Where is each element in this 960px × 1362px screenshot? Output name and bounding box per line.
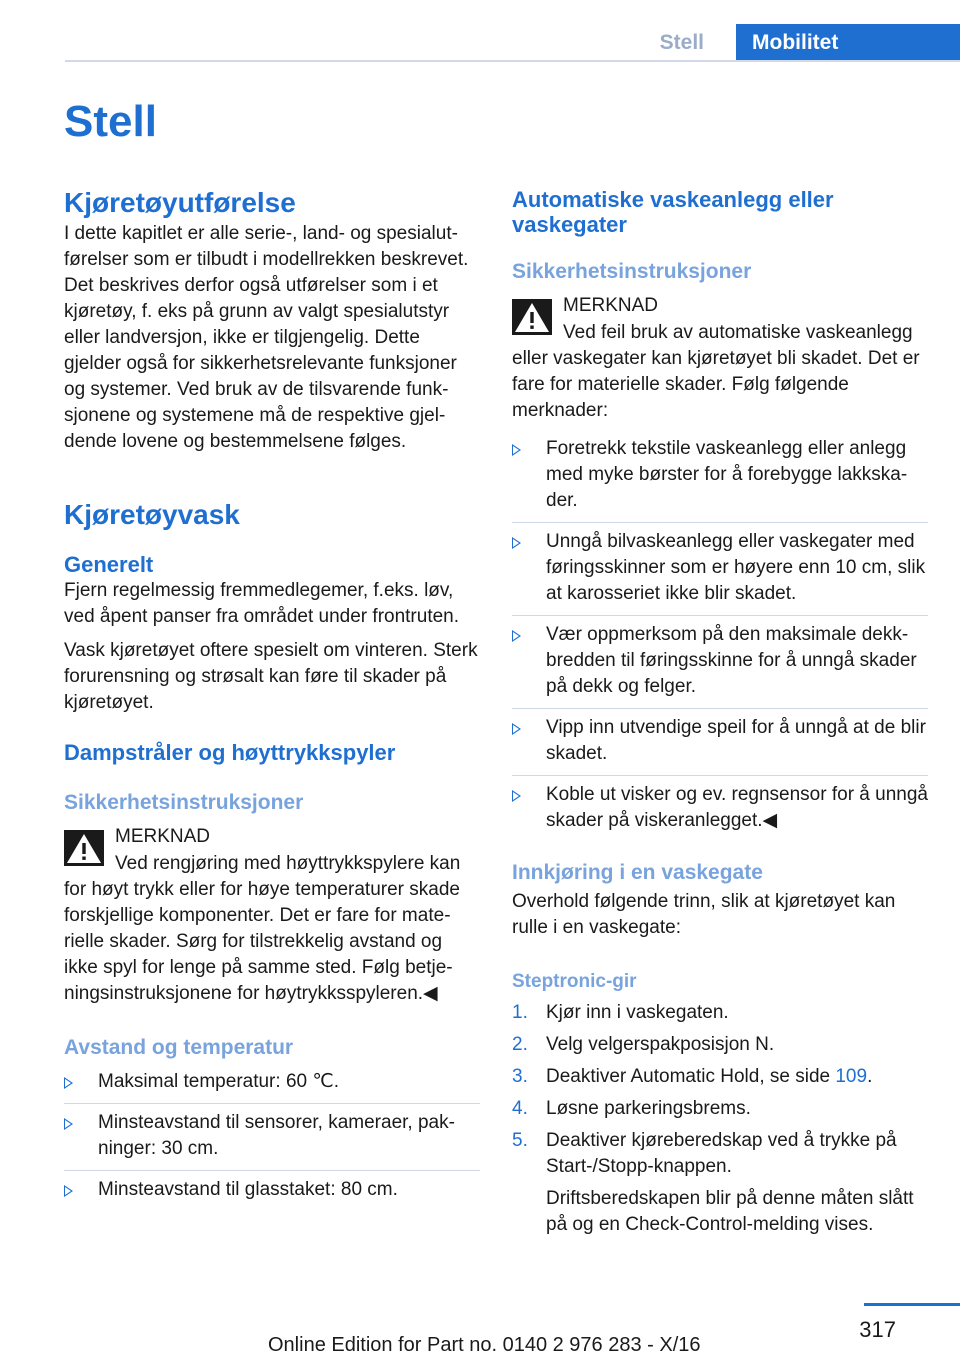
step-text: Velg velgerspakposisjon N.	[546, 1034, 775, 1055]
list-item	[64, 1110, 480, 1162]
list-item	[512, 529, 928, 607]
step-subtext: Driftsberedskapen blir på denne måten slått på og en Check-Control-melding vises.	[546, 1188, 914, 1235]
heading-avstand: Avstand og temperatur	[64, 1036, 294, 1059]
bullet-triangle-icon	[512, 444, 521, 456]
step-item	[512, 1064, 928, 1090]
avstand-list	[64, 1069, 480, 1203]
heading-kjoretoyutforelse: Kjøretøyutførelse	[64, 187, 296, 218]
step-text: Deaktiver kjøreberedskap ved å trykke på Start-/Stopp-knappen.	[546, 1130, 897, 1177]
list-item	[512, 715, 928, 767]
warning-triangle-icon	[64, 830, 104, 866]
notice-first-line: Ved rengjøring med høyttrykkspylere kan	[115, 853, 461, 874]
step-item	[512, 1128, 928, 1238]
bullet-triangle-icon	[512, 790, 521, 802]
list-item-text: Foretrekk tekstile vaskeanlegg eller anlegg med myke børster for å forebygge lakkskader.	[546, 438, 908, 511]
page-title: Stell	[64, 97, 157, 146]
heading-generelt: Generelt	[64, 552, 154, 577]
steps-list	[512, 1000, 928, 1238]
notice-text: for høyt trykk eller for høye temperaturer skade forskjellige komponenter. Det er fare for materielle skader. Sørg for tilstrekkelig avstand og ikke spyl for lenge på samme sted. Følg betjeningsinstruksjonene for høytrykksspyleren.◀	[64, 879, 460, 1004]
heading-dampstraler: Dampstråler og høyttrykkspyler	[64, 740, 396, 765]
warning-triangle-icon	[512, 299, 552, 335]
bullet-triangle-icon	[64, 1185, 73, 1197]
heading-steptronic: Steptronic-gir	[512, 971, 637, 992]
step-number: 5.	[512, 1130, 528, 1151]
page-number: 317	[859, 1317, 896, 1342]
step-number: 1.	[512, 1002, 528, 1023]
list-item-text: Unngå bilvaskeanlegg eller vaskegater med føringsskinner som er høyere enn 10 cm, slik at karosseriet ikke blir skadet.	[546, 531, 926, 604]
list-item	[512, 436, 928, 514]
list-item-text: Minsteavstand til sensorer, kameraer, pakninger: 30 cm.	[98, 1112, 455, 1159]
heading-automatiske-vaskeanlegg: Automatiske vaskeanlegg eller vaskegater	[512, 187, 834, 237]
notice-first-line: Ved feil bruk av automatiske vaskeanlegg	[563, 322, 913, 343]
heading-sikkerhetsinstruksjoner: Sikkerhetsinstruksjoner	[64, 791, 304, 814]
list-item-text: Vipp inn utvendige speil for å unngå at de blir skadet.	[546, 717, 926, 764]
vaskeanlegg-list	[512, 436, 928, 834]
bullet-triangle-icon	[64, 1118, 73, 1130]
tab-stell[interactable]: Stell	[659, 31, 704, 54]
right-column	[512, 180, 928, 1238]
list-item-text: Minsteavstand til glasstaket: 80 cm.	[98, 1179, 398, 1200]
list-item-text: Vær oppmerksom på den maksimale dekkbredden til føringsskinne for å unngå skader på dekk og felger.	[546, 624, 917, 697]
list-divider	[512, 775, 928, 776]
list-item-text: Koble ut visker og ev. regnsensor for å unngå skader på viskeranlegget.◀	[546, 784, 928, 831]
tab-mobilitet[interactable]: Mobilitet	[736, 24, 960, 62]
left-column	[64, 180, 480, 1203]
step-item	[512, 1032, 928, 1058]
page-link[interactable]: 109	[835, 1066, 868, 1087]
heading-sikkerhetsinstruksjoner-right: Sikkerhetsinstruksjoner	[512, 260, 752, 283]
header-bar	[65, 0, 960, 62]
heading-kjoretoyvask: Kjøretøyvask	[64, 499, 240, 530]
list-divider	[512, 522, 928, 523]
paragraph-generelt-2: Vask kjøretøyet oftere spesielt om vinteren. Sterk forurensning og strøsalt kan føre til skader på kjøretøyet.	[64, 640, 478, 713]
list-divider	[512, 708, 928, 709]
list-divider	[64, 1103, 480, 1104]
list-item	[64, 1177, 480, 1203]
edition-line: Online Edition for Part no. 0140 2 976 283 - X/16	[268, 1334, 701, 1356]
notice-text: eller vaskegater kan kjøretøyet bli skadet. Det er fare for materielle skader. Følg følgende merknader:	[512, 348, 920, 421]
step-text: Løsne parkeringsbrems.	[546, 1098, 751, 1119]
bullet-triangle-icon	[512, 630, 521, 642]
step-item	[512, 1000, 928, 1026]
warning-notice-right	[512, 293, 928, 346]
header-rule	[65, 60, 960, 62]
list-item	[64, 1069, 480, 1095]
list-item	[512, 622, 928, 700]
list-divider	[64, 1170, 480, 1171]
list-divider	[512, 615, 928, 616]
notice-label: MERKNAD	[563, 295, 659, 316]
step-number: 3.	[512, 1066, 528, 1087]
paragraph-innkjoring: Overhold følgende trinn, slik at kjøretøyet kan rulle i en vaskegate:	[512, 891, 896, 938]
step-text: Deaktiver Automatic Hold, se side	[546, 1066, 836, 1087]
step-text: Kjør inn i vaskegaten.	[546, 1002, 729, 1023]
list-item-text: Maksimal temperatur: 60 ℃.	[98, 1071, 339, 1092]
list-item	[512, 782, 928, 834]
footer-rule	[864, 1303, 960, 1306]
step-number: 2.	[512, 1034, 528, 1055]
paragraph-generelt-1: Fjern regelmessig fremmedlegemer, f.eks. løv, ved åpent panser fra området under frontruten.	[64, 580, 460, 627]
warning-notice	[64, 824, 480, 877]
step-item	[512, 1096, 928, 1122]
step-text-end: .	[867, 1066, 873, 1087]
step-number: 4.	[512, 1098, 528, 1119]
notice-label: MERKNAD	[115, 826, 211, 847]
paragraph-utforelse: I dette kapitlet er alle serie-, land- og spesialutførelser som er tilbudt i modellrekken beskrevet. Det beskrives derfor også utførelser som i et kjøretøy, f. eks på grunn av valgt spesialutstyr eller landversjon, ikke er tilgjengelig. Dette gjelder også for sikkerhetsrelevante funksjoner og systemer. Ved bruk av de tilsvarende funksjonene og systemene må de respektive gjeldende lovene og bestemmelsene følges.	[64, 223, 469, 452]
bullet-triangle-icon	[64, 1077, 73, 1089]
bullet-triangle-icon	[512, 537, 521, 549]
bullet-triangle-icon	[512, 723, 521, 735]
heading-innkjoring: Innkjøring i en vaskegate	[512, 861, 763, 884]
